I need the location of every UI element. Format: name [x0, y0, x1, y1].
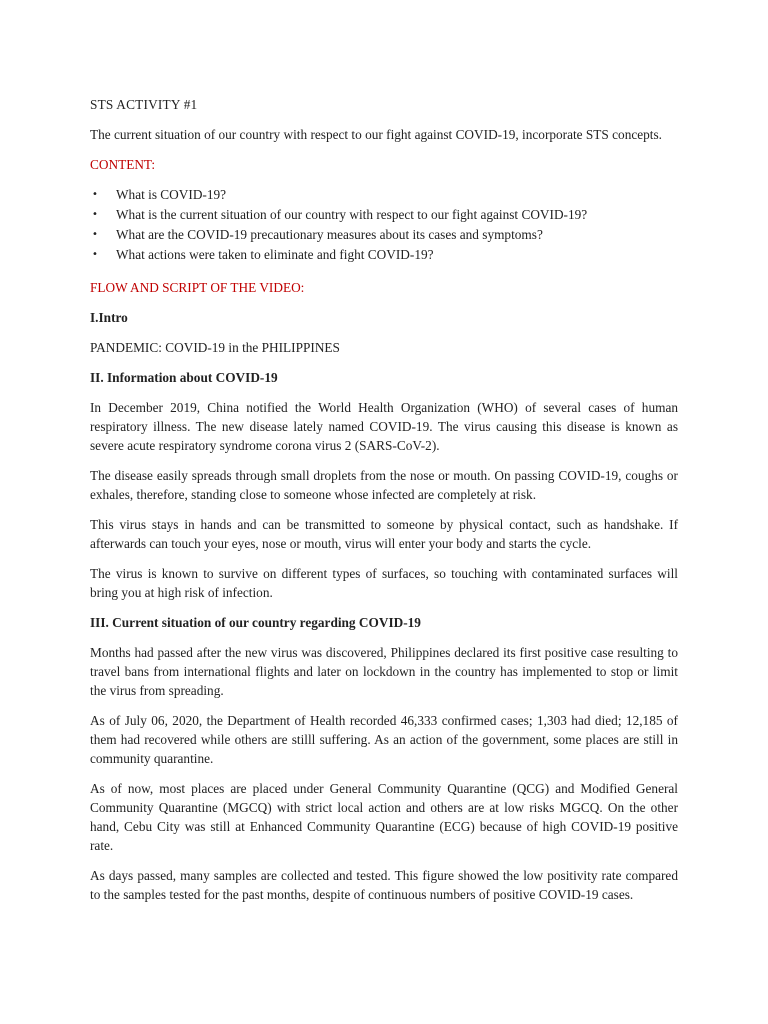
document-title: STS ACTIVITY #1 — [90, 97, 198, 112]
bullet-icon: • — [92, 229, 98, 240]
section-intro-text: PANDEMIC: COVID-19 in the PHILIPPINES — [90, 340, 340, 355]
body-paragraph: This virus stays in hands and can be transmitted to someone by physical contact, such as handshake. If afterwards can touch your eyes, nose or mouth, virus will enter your body and starts the cycle. — [90, 517, 678, 551]
bullet-icon: • — [92, 209, 98, 220]
flow-heading: FLOW AND SCRIPT OF THE VIDEO: — [90, 280, 305, 295]
content-list — [90, 185, 678, 265]
list-item — [90, 185, 678, 205]
body-paragraph: As days passed, many samples are collected and tested. This figure showed the low positivity rate compared to the samples tested for the past months, despite of continuous numbers of positive COVID-19 cases. — [90, 868, 678, 902]
body-paragraph: As of July 06, 2020, the Department of Health recorded 46,333 confirmed cases; 1,303 had died; 12,185 of them had recovered while others are stilll suffering. As an action of the government, some places are still in community quarantine. — [90, 713, 678, 766]
list-item-text: What is COVID-19? — [116, 187, 227, 202]
body-paragraph: In December 2019, China notified the World Health Organization (WHO) of several cases of human respiratory illness. The new disease lately named COVID-19. The virus causing this disease is known as severe acute respiratory syndrome corona virus 2 (SARS-CoV-2). — [90, 400, 678, 453]
body-paragraph: Months had passed after the new virus was discovered, Philippines declared its first positive case resulting to travel bans from international flights and later on lockdown in the country has implemented to stop or limit the virus from spreading. — [90, 645, 678, 698]
section-heading-current-situation: III. Current situation of our country regarding COVID-19 — [90, 615, 421, 630]
section-heading-information: II. Information about COVID-19 — [90, 370, 278, 385]
list-item — [90, 225, 678, 245]
list-item-text: What is the current situation of our country with respect to our fight against COVID-19? — [116, 207, 588, 222]
list-item-text: What actions were taken to eliminate and fight COVID-19? — [116, 247, 434, 262]
body-paragraph: The disease easily spreads through small droplets from the nose or mouth. On passing COVID-19, coughs or exhales, therefore, standing close to someone whose infected are completely at risk. — [90, 468, 678, 502]
list-item — [90, 245, 678, 265]
content-heading: CONTENT: — [90, 157, 156, 172]
bullet-icon: • — [92, 249, 98, 260]
list-item-text: What are the COVID-19 precautionary measures about its cases and symptoms? — [116, 227, 543, 242]
body-paragraph: The virus is known to survive on different types of surfaces, so touching with contaminated surfaces will bring you at high risk of infection. — [90, 566, 678, 600]
section-heading-intro: I.Intro — [90, 310, 128, 325]
intro-paragraph: The current situation of our country with respect to our fight against COVID-19, incorporate STS concepts. — [90, 127, 662, 142]
body-paragraph: As of now, most places are placed under General Community Quarantine (QCG) and Modified General Community Quarantine (MGCQ) with strict local action and others are at low risks MGCQ. On the other hand, Cebu City was still at Enhanced Community Quarantine (ECG) because of high COVID-19 positive rate. — [90, 781, 678, 853]
bullet-icon: • — [92, 189, 98, 200]
list-item — [90, 205, 678, 225]
